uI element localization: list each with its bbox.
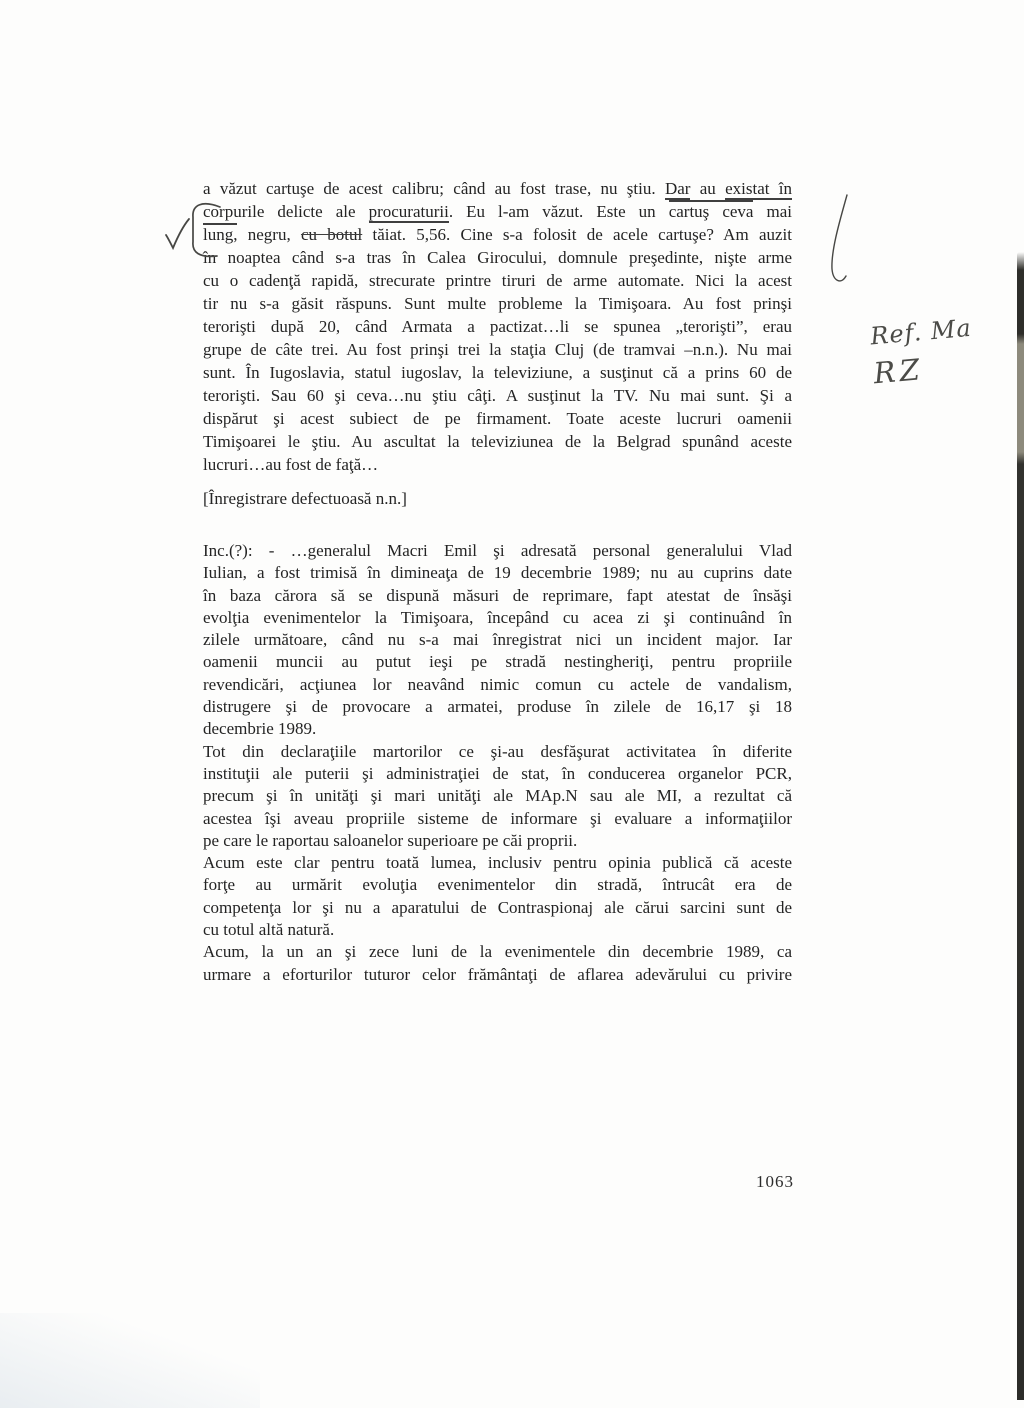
text-line: oamenii muncii au putut ieşi pe stradă nestingheriţi, pentru propriile (203, 652, 792, 672)
paragraph (203, 852, 792, 941)
text-segment: negru, (237, 225, 301, 244)
text-line (203, 200, 792, 223)
scan-edge-artifact (1017, 252, 1024, 1400)
text-line: evolţia evenimentelor la Timişoara, începând cu acea zi şi continuând în (203, 607, 792, 627)
text-line: Iulian, a fost trimisă în dimineaţa de 19 decembrie 1989; nu au cuprins date (203, 563, 792, 583)
text-segment: tăiat. 5,56. Cine s-a folosit de acele cartuşe? Am auzit (362, 225, 792, 244)
text-line: dispărut şi acest subiect de pe firmament. Toate aceste lucruri oamenii (203, 409, 792, 428)
margin-bracket-icon (184, 197, 228, 265)
text-line: zilele următoare, când nu s-a mai înregistrat nici un incident major. Iar (203, 630, 792, 650)
text-line: cu o cadenţă rapidă, strecurate printre tiruri de arme automate. Nici la acest (203, 271, 792, 290)
text-block-bottom (203, 540, 792, 986)
text-line: urmare a eforturilor tuturor celor frământaţi de aflarea adevărului cu privire (203, 964, 792, 984)
text-line: sunt. În Iugoslavia, statul iugoslav, la televiziune, a susţinut că a prins 60 de (203, 363, 792, 382)
margin-handwritten-note (869, 313, 976, 391)
paragraph (203, 177, 792, 476)
text-segment: . Eu l-am văzut. Este un (448, 202, 669, 221)
text-line: pe care le raportau saloanelor superioare pe căi proprii. (203, 830, 578, 850)
underlined-text: existat în (725, 179, 793, 198)
text-line: precum şi în unităţi şi mari unităţi ale MAp.N sau ale MI, a rezultat că (203, 786, 792, 806)
overlined-text: cartuş ceva (668, 202, 754, 221)
text-line: Acum este clar pentru toată lumea, inclusiv pentru opinia publică că aceste (203, 853, 792, 873)
text-block-top (203, 177, 792, 476)
underlined-text: Dar (664, 179, 691, 198)
text-line: decembrie 1989. (203, 719, 317, 739)
text-line: revendicări, acţiunea lor neavând nimic comun cu actele de vandalism, (203, 674, 792, 694)
struck-text: cu botul (300, 225, 363, 244)
text-segment: au (690, 179, 726, 198)
scan-shadow-artifact (0, 1313, 260, 1408)
paragraph (203, 741, 792, 852)
text-line: tir nu s-a găsit răspuns. Sunt multe probleme la Timişoara. Au fost prinşi (203, 294, 792, 313)
text-segment: corpurile delicte ale (203, 202, 369, 221)
text-line: terorişti. Sau 60 şi ceva…nu ştiu câţi. A susţinut la TV. Nu mai sunt. Şi a (203, 386, 792, 405)
handwriting-line: Ref. Ma (869, 313, 973, 351)
text-line: terorişti după 20, când Armata a pactizat…li se spunea „terorişti”, erau (203, 317, 792, 336)
text-line (203, 223, 792, 246)
text-segment: a văzut cartuşe de acest calibru; când au fost trase, nu ştiu. (203, 179, 665, 198)
text-line: Acum, la un an şi zece luni de la evenimentele din decembrie 1989, ca (203, 942, 792, 962)
page-number: 1063 (756, 1172, 794, 1191)
text-line: Timişoarei le ştiu. Au ascultat la televiziunea de la Belgrad spunând aceste (203, 432, 792, 451)
paragraph (203, 540, 792, 741)
text-line: acestea îşi aveau propriile sisteme de informare şi evaluare a informaţiilor (203, 808, 792, 828)
text-line: lucruri…au fost de faţă… (203, 455, 379, 474)
text-line: Inc.(?): - …generalul Macri Emil şi adresată personal generalului Vlad (203, 541, 792, 560)
text-line (203, 177, 792, 200)
handwriting-line: RZ (872, 352, 925, 391)
text-line: cu totul altă natură. (203, 920, 335, 940)
text-segment: mai (753, 202, 792, 221)
text-line: grupe de câte trei. Au fost prinşi trei la staţia Cluj (de tramvai –n.n.). Nu mai (203, 340, 792, 359)
text-line: distrugere şi de provocare a armatei, produse în zilele de 16,17 şi 18 (203, 697, 792, 717)
text-line: instituţii ale puterii şi administraţiei de stat, în conducerea organelor PCR, (203, 763, 792, 783)
text-line: competenţa lor şi nu a aparatului de Contraspionaj ale cărui sarcini sunt de (203, 897, 792, 917)
text-line: în noaptea când s-a tras în Calea Girocului, domnule preşedinte, nişte arme (203, 248, 792, 267)
underlined-text: procuraturii (368, 202, 449, 221)
editorial-note-text: [Înregistrare defectuoasă n.n.] (203, 489, 407, 508)
text-line: forţe au urmărit evoluţia evenimentelor din stradă, întrucât era de (203, 875, 792, 895)
editorial-note (203, 487, 792, 510)
text-line: în baza cărora să se dispună măsuri de reprimare, fapt atestat de însăşi (203, 585, 792, 605)
paragraph (203, 941, 792, 986)
overlined-text: lung, (203, 225, 238, 244)
pen-stroke-icon (818, 190, 862, 294)
text-line: Tot din declaraţiile martorilor ce şi-au desfăşurat activitatea în diferite (203, 741, 792, 761)
